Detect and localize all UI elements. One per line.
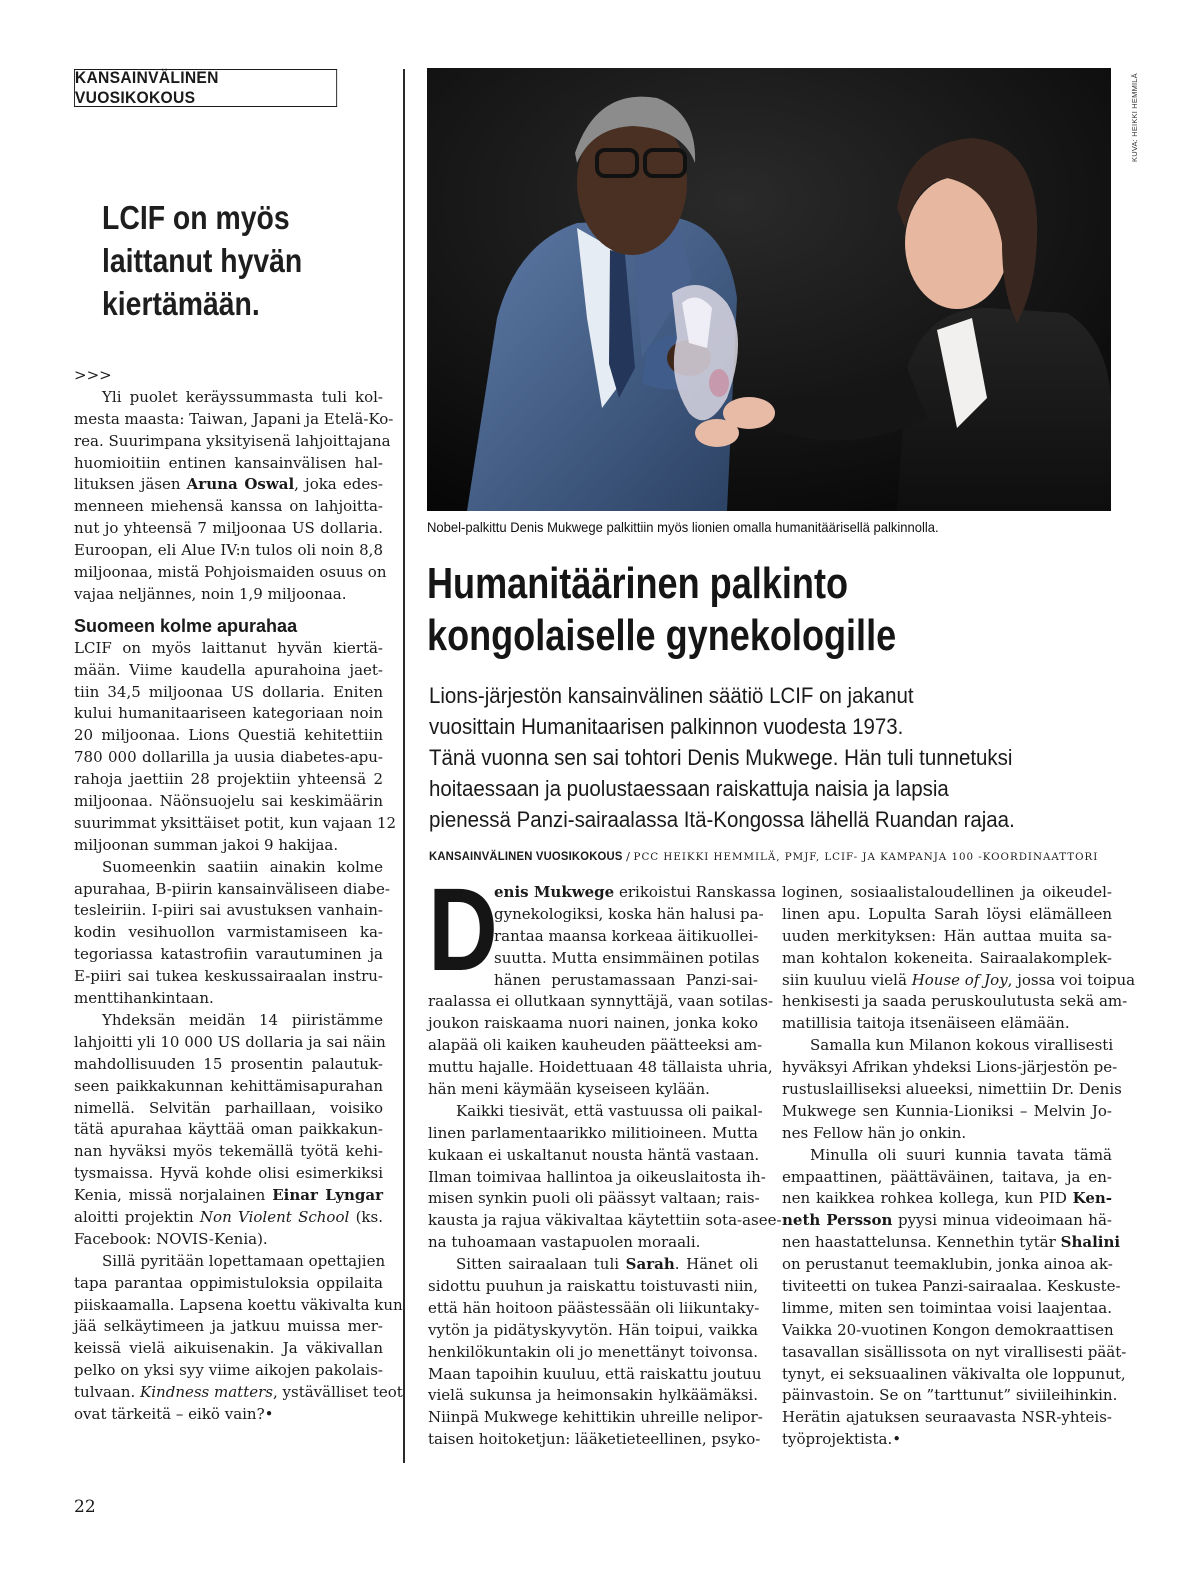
text-line: Mukwege sen Kunnia-Lioniksi – Melvin Jo- bbox=[782, 1101, 1112, 1120]
text-line: matillisia taitoja itsenäiseen elämään. bbox=[782, 1014, 1070, 1033]
text-line: Kenia, missä norjalainen Einar Lyngar bbox=[74, 1186, 383, 1205]
person-name: Ken- bbox=[1072, 1189, 1112, 1208]
slogan: Kindness matters bbox=[140, 1383, 273, 1402]
page-number: 22 bbox=[74, 1497, 96, 1517]
continued-marker: >>> bbox=[74, 366, 112, 384]
text-line: miljoonaa, mistä Pohjoismaiden osuus on bbox=[74, 563, 387, 582]
text-line: mään. Viime kaudella apurahoina jaet- bbox=[74, 660, 383, 679]
text-line: neth Persson pyysi minua videoimaan hä- bbox=[782, 1211, 1112, 1230]
text-line: seen paikkakunnan kehittämisapurahan bbox=[74, 1076, 383, 1095]
text-line: on perustanut teemaklubin, jonka ainoa ak- bbox=[782, 1255, 1113, 1274]
text-line: tegoriassa katastrofiin varautuminen ja bbox=[74, 945, 383, 964]
text-line: Yhdeksän meidän 14 piiristämme bbox=[102, 1010, 383, 1029]
text-line: nan hyväksi myös tekemällä työtä kehi- bbox=[74, 1142, 383, 1161]
text-line: hän meni käymään kyseiseen kylään. bbox=[428, 1080, 710, 1099]
text-line: loginen, sosiaalistaloudellinen ja oikeudel- bbox=[782, 883, 1112, 901]
text-line: Kaikki tiesivät, että vastuussa oli paikal- bbox=[456, 1101, 763, 1120]
lead-line: Lions-järjestön kansainvälinen säätiö LCIF on jakanut bbox=[429, 683, 914, 708]
award-photo-illustration bbox=[427, 68, 1111, 511]
text-line: nen kaikkea rohkea kollega, kun PID Ken- bbox=[782, 1189, 1112, 1208]
text-line: Ilman toimivaa hallintoa ja oikeuslaitosta ih- bbox=[428, 1167, 766, 1186]
project-name: Non Violent School bbox=[199, 1207, 350, 1226]
article-lead bbox=[429, 680, 1015, 835]
text-line: apurahaa, B-piirin kansainväliseen diabe- bbox=[74, 879, 390, 898]
lead-line: Tänä vuonna sen sai tohtori Denis Mukwege. Hän tuli tunnetuksi bbox=[429, 745, 1013, 770]
text-line: henkilökuntakin oli jo menettänyt toivonsa. bbox=[428, 1342, 758, 1361]
text-line: aloitti projektin Non Violent School (ks. bbox=[74, 1207, 383, 1226]
text-line: rahoja jaettiin 28 projektiin yhteensä 2 bbox=[74, 770, 383, 789]
text-line: työprojektista.• bbox=[782, 1430, 902, 1449]
text-line: tapa parantaa oppimistuloksia oppilaita bbox=[74, 1273, 383, 1292]
text-line: suutta. Mutta ensimmäinen potilas bbox=[494, 948, 760, 967]
text-line: Vaikka 20-vuotinen Kongon demokraattisen bbox=[782, 1320, 1114, 1339]
text-line: taisen hoitoketjun: lääketieteellinen, psyko- bbox=[428, 1430, 761, 1449]
text-line: man kohtalon kokeneita. Sairaalakomplek- bbox=[782, 948, 1112, 967]
photo-credit bbox=[1118, 70, 1139, 162]
text-line: Maan tapoihin kuuluu, että raiskattu joutuu bbox=[428, 1364, 762, 1383]
byline-separator: / bbox=[622, 849, 634, 863]
text-line: miljoonaa. Näönsuojelu sai keskimäärin bbox=[74, 792, 383, 811]
text-line: Herätin ajatuksen seuraavasta NSR-yhteis- bbox=[782, 1408, 1112, 1427]
text-line: kausta ja rajua väkivaltaa käytettiin sota-asee- bbox=[428, 1211, 782, 1230]
text-line: päinvastoin. Se on ”tarttunut” siviileihinkin. bbox=[782, 1386, 1118, 1405]
text-line: Suomeenkin saatiin ainakin kolme bbox=[102, 857, 383, 876]
text-line: alapää oli kaiken kauheuden päätteeksi am- bbox=[428, 1036, 763, 1055]
subheading: Suomeen kolme apurahaa bbox=[74, 615, 298, 636]
right-column bbox=[782, 882, 1136, 1451]
text-line: vielä sukunsa ja heimonsakin hylkäämäksi. bbox=[428, 1386, 758, 1405]
award-photo bbox=[427, 68, 1111, 511]
text-line: suurimmat yksittäiset potit, kun vajaan 12 bbox=[74, 813, 397, 832]
text-line: misen synkin puoli oli päässyt valtaan; rais- bbox=[428, 1189, 760, 1208]
section-tag: KANSAINVÄLINEN VUOSIKOKOUS bbox=[74, 69, 337, 107]
person-name: neth Persson bbox=[782, 1211, 893, 1230]
text-line: mesta maasta: Taiwan, Japani ja Etelä-Ko- bbox=[74, 409, 394, 428]
text-line: LCIF on myös laittanut hyvän kiertä- bbox=[74, 638, 383, 657]
person-name: enis Mukwege bbox=[494, 883, 615, 901]
headline-line: kongolaiselle gynekologille bbox=[427, 611, 897, 660]
text-line: Sitten sairaalaan tuli Sarah. Hänet oli bbox=[456, 1255, 758, 1274]
left-column bbox=[74, 365, 403, 1426]
text-line: tiin 34,5 miljoonaa US dollaria. Eniten bbox=[74, 682, 383, 701]
text-line: muttu hajalle. Hoidettuaan 48 tällaista uhria, bbox=[428, 1058, 773, 1077]
text-line: sidottu puuhun ja raiskattu toistuvasti niin, bbox=[428, 1277, 758, 1296]
text-line: henkisesti ja saada peruskoulutusta sekä am- bbox=[782, 992, 1128, 1011]
text-line: empaattinen, päättäväinen, taitava, ja en- bbox=[782, 1167, 1112, 1186]
person-name: Shalini bbox=[1060, 1233, 1121, 1252]
text-line: piiskaamalla. Lapsena koettu väkivalta kun bbox=[74, 1295, 403, 1314]
text-line: nen haastattelunsa. Kennethin tytär Shalini bbox=[782, 1233, 1121, 1252]
lead-line: hoitaessaan ja puolustaessaan raiskattuja naisia ja lapsia bbox=[429, 776, 949, 801]
text-line: nimellä. Selvitän parhaillaan, voisiko bbox=[74, 1098, 383, 1117]
text-line: Samalla kun Milanon kokous virallisesti bbox=[810, 1036, 1114, 1055]
text-line: rea. Suurimpana yksityisenä lahjoittajana bbox=[74, 431, 391, 450]
text-line: nut jo yhteensä 7 miljoonaa US dollaria. bbox=[74, 519, 383, 538]
text-line: kodin vesihuollon varmistamiseen ka- bbox=[74, 923, 383, 942]
text-line: Niinpä Mukwege kehittikin uhreille nelipor- bbox=[428, 1408, 763, 1427]
text-line: tiviteetti on tukea Panzi-sairaalaa. Keskuste- bbox=[782, 1277, 1121, 1296]
text-line: rustuslailliseksi alueeksi, nimettiin Dr. Denis bbox=[782, 1080, 1122, 1099]
text-line: limme, miten sen toimintaa voisi laajentaa. bbox=[782, 1298, 1112, 1317]
byline bbox=[429, 849, 1098, 863]
text-line: menttihankintaan. bbox=[74, 989, 214, 1008]
lead-line: vuosittain Humanitaarisen palkinnon vuodesta 1973. bbox=[429, 714, 904, 739]
photo-caption: Nobel-palkittu Denis Mukwege palkittiin myös lionien omalla humanitäärisellä palkinnolla. bbox=[427, 519, 939, 535]
text-line: ovat tärkeitä – eikö vain?• bbox=[74, 1404, 274, 1423]
text-line: linen apu. Lopulta Sarah löysi elämälleen bbox=[782, 904, 1112, 923]
text-line: lahjoitti yli 10 000 US dollaria ja sai näin bbox=[74, 1032, 386, 1051]
pull-quote-line: LCIF on myös bbox=[102, 199, 290, 236]
text-line: joukon raiskaama nuori nainen, jonka koko bbox=[428, 1014, 758, 1033]
pull-quote-line: laittanut hyvän bbox=[102, 242, 303, 279]
text-line: Facebook: NOVIS-Kenia). bbox=[74, 1229, 268, 1248]
text-line: vytön ja pidätyskyvytön. Hän toipui, vaikka bbox=[428, 1320, 758, 1339]
text-line: mahdollisuuden 15 prosentin palautuk- bbox=[74, 1054, 383, 1073]
text-line: keissä vielä aikuisenakin. Ja väkivallan bbox=[74, 1339, 383, 1358]
text-line: Yli puolet keräyssummasta tuli kol- bbox=[102, 387, 383, 406]
middle-column bbox=[428, 882, 782, 1451]
text-line: tysmaissa. Hyvä kohde olisi esimerkiksi bbox=[74, 1164, 383, 1183]
text-line: 780 000 dollarilla ja uusia diabetes-apu- bbox=[74, 748, 383, 767]
text-line: huomioitiin entinen kansainvälisen hal- bbox=[74, 453, 383, 472]
person-name: Sarah bbox=[625, 1255, 675, 1274]
text-line: jää selkäytimeen ja jatkuu muissa mer- bbox=[74, 1317, 383, 1336]
headline-line: Humanitäärinen palkinto bbox=[427, 559, 849, 608]
text-line: na tuhoamaan vastapuolen moraali. bbox=[428, 1233, 701, 1252]
text-line: tulvaan. Kindness matters, ystävälliset teot bbox=[74, 1383, 403, 1402]
photo-credit-text: KUVA: HEIKKI HEMMILÄ bbox=[1130, 73, 1139, 162]
text-line: Sillä pyritään lopettamaan opettajien bbox=[102, 1251, 386, 1270]
place-name: House of Joy bbox=[911, 970, 1008, 989]
person-name: Einar Lyngar bbox=[272, 1186, 383, 1205]
text-line: E-piiri sai tukea keskussairaalan instru- bbox=[74, 967, 383, 986]
drop-cap: D bbox=[428, 864, 498, 996]
article-headline bbox=[427, 558, 896, 662]
text-line: lituksen jäsen Aruna Oswal, joka edes- bbox=[74, 475, 383, 494]
text-line: raalassa ei ollutkaan synnyttäjä, vaan sotilas- bbox=[428, 992, 774, 1011]
byline-section: KANSAINVÄLINEN VUOSIKOKOUS bbox=[429, 851, 623, 863]
text-line: että hän hoitoon päästessään oli liikuntaky- bbox=[428, 1298, 760, 1317]
pull-quote-line: kiertämään. bbox=[102, 285, 260, 322]
text-line: gynekologiksi, koska hän halusi pa- bbox=[494, 904, 764, 923]
text-line: rantaa maansa korkeaa äitikuollei- bbox=[494, 926, 759, 945]
text-line: pelko on yksi syy viime aikojen pakolais- bbox=[74, 1361, 383, 1380]
text-line: hyväksyi Afrikan yhdeksi Lions-järjestön pe- bbox=[782, 1058, 1118, 1077]
pull-quote bbox=[102, 196, 326, 325]
text-line: tätä apurahaa käyttää oman paikkakun- bbox=[74, 1120, 383, 1139]
text-line: tynyt, ei seksuaalinen väkivalta ole loppunut, bbox=[782, 1364, 1126, 1383]
text-line: linen parlamentaarikko militioineen. Mutta bbox=[428, 1123, 758, 1142]
text-line: siin kuuluu vielä House of Joy, jossa voi toipua bbox=[782, 970, 1136, 989]
text-line: uuden merkityksen: Hän auttaa muita sa- bbox=[782, 926, 1112, 945]
text-line: tesleiriin. I-piiri sai avustuksen vanhain- bbox=[74, 901, 383, 920]
byline-author: PCC HEIKKI HEMMILÄ, PMJF, LCIF- JA KAMPANJA 100 -KOORDINAATTORI bbox=[633, 851, 1099, 863]
text-line: enis Mukwege erikoistui Ranskassa bbox=[494, 883, 777, 901]
text-line: kukaan ei uskaltanut nousta häntä vastaan. bbox=[428, 1145, 760, 1164]
text-line: menneen miehensä kanssa on lahjoitta- bbox=[74, 497, 383, 516]
person-name: Aruna Oswal bbox=[186, 475, 295, 494]
text-line: tasavallan sisällissota on nyt virallisesti päät- bbox=[782, 1342, 1127, 1361]
lead-line: pienessä Panzi-sairaalassa Itä-Kongossa lähellä Ruandan rajaa. bbox=[429, 807, 1015, 832]
text-line: Euroopan, eli Alue IV:n tulos oli noin 8,8 bbox=[74, 541, 383, 560]
text-line: Minulla oli suuri kunnia tavata tämä bbox=[810, 1145, 1112, 1164]
text-line: vajaa neljännes, noin 1,9 miljoonaa. bbox=[74, 584, 347, 603]
text-line: nes Fellow hän jo onkin. bbox=[782, 1123, 967, 1142]
text-line: kului humanitaariseen kategoriaan noin bbox=[74, 704, 383, 723]
text-line: 20 miljoonaa. Lions Questiä kehitettiin bbox=[74, 726, 383, 745]
text-line: miljoonan summan jakoi 9 hakijaa. bbox=[74, 835, 339, 854]
column-divider bbox=[403, 69, 405, 1463]
text-line: hänen perustamassaan Panzi-sai- bbox=[494, 970, 758, 989]
